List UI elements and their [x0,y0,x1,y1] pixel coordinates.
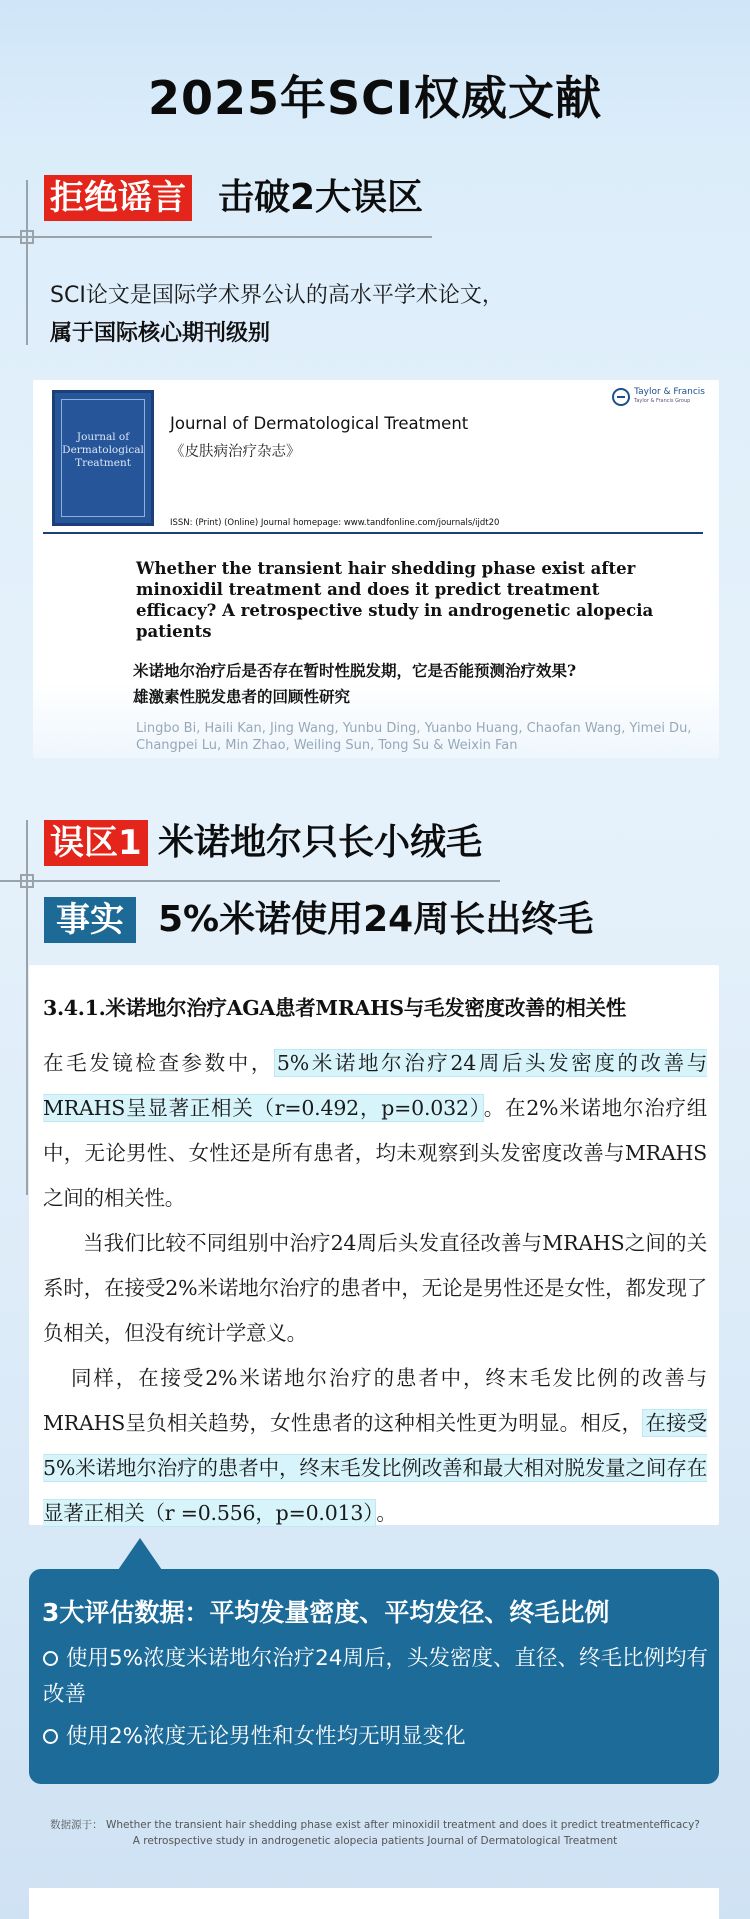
crosshair-square-1 [20,230,34,244]
article-excerpt [29,965,719,1525]
highlighted-finding: 在接受5%米诺地尔治疗的患者中，终末毛发比例改善和最大相对脱发量之间存在显著正相关（r =0.556，p=0.013） [43,1411,707,1525]
paragraph-text: 。在2%米诺地尔治疗组中，无论男性、女性还是所有患者，均未观察到头发密度改善与MRAHS之间的相关性。 [43,1096,708,1210]
crosshair-square-2 [20,874,34,888]
crosshair-vertical-line-1 [26,180,28,345]
intro-text: SCI论文是国际学术界公认的高水平学术论文， [50,283,504,308]
excerpt-paragraph-1 [43,1041,707,1221]
journal-name-cn: 《皮肤病治疗杂志》 [170,444,301,460]
paper-title-cn-line2: 雄激素性脱发患者的回顾性研究 [133,687,351,706]
paper-title-cn [133,658,693,710]
summary-item-text: 使用5%浓度米诺地尔治疗24周后，头发密度、直径、终毛比例均有改善 [43,1646,708,1707]
summary-box [29,1569,719,1784]
paper-screenshot [33,380,719,758]
circle-bullet-icon [43,1729,58,1744]
cover-title: Journal of Dermatological Treatment [62,431,144,469]
paragraph-text: 当我们比较不同组别中治疗24周后头发直径改善与MRAHS之间的关系时，在接受2%米诺地尔治疗的患者中，无论是男性还是女性，都发现了负相关，但没有统计学意义。 [43,1231,707,1345]
publisher-name: Taylor & Francis [634,387,705,397]
crosshair-horizontal-line-2 [0,880,500,882]
summary-item-text: 使用2%浓度无论男性和女性均无明显变化 [66,1724,466,1749]
circle-bullet-icon [43,1651,58,1666]
myth-tag: 误区1 [44,820,148,866]
callout-pointer [118,1538,162,1570]
publisher-logo-icon [612,388,630,406]
section-heading: 击破2大误区 [218,177,424,218]
myth-heading: 米诺地尔只长小绒毛 [158,822,483,863]
paragraph-text: 同样，在接受2%米诺地尔治疗的患者中，终末毛发比例的改善与MRAHS呈负相关趋势，女性患者的这种相关性更为明显。相反， [43,1366,707,1435]
journal-name: Journal of Dermatological Treatment [170,414,469,433]
summary-item-2 [43,1719,708,1755]
divider [43,532,703,534]
paper-authors: Lingbo Bi, Haili Kan, Jing Wang, Yunbu Ding, Yuanbo Huang, Chaofan Wang, Yimei Du, Changpei Lu, Min Zhao, Weiling Sun, Tong Su & Weixin Fan [136,721,692,753]
issn-line: ISSN: (Print) (Online) Journal homepage: www.tandfonline.com/journals/ijdt20 [170,518,500,528]
page-title: 2025年SCI权威文献 [147,71,603,125]
publisher-sub: Taylor & Francis Group [634,398,691,404]
source-citation [0,1817,750,1849]
summary-title: 3大评估数据：平均发量密度、平均发径、终毛比例 [42,1598,610,1627]
intro-emphasis: 属于国际核心期刊级别 [50,321,271,346]
source-line-1: 数据源于： Whether the transient hair shedding phase exist after minoxidil treatment and does it predict treatmentefficacy? [50,1819,700,1831]
journal-cover-image [52,390,154,526]
excerpt-paragraph-3 [43,1356,707,1536]
paper-title: Whether the transient hair shedding phase exist after minoxidil treatment and does it predict treatment efficacy? A retrospective study in androgenetic alopecia patients [136,559,654,641]
paragraph-text: 。 [376,1501,397,1525]
summary-item-1 [43,1641,708,1713]
fact-heading: 5%米诺使用24周长出终毛 [158,899,594,940]
source-line-2: A retrospective study in androgenetic alopecia patients Journal of Dermatological Treatment [132,1835,618,1847]
rumor-tag: 拒绝谣言 [44,175,192,221]
excerpt-paragraph-2 [43,1221,707,1356]
paragraph-text: 在毛发镜检查参数中， [43,1051,274,1075]
highlighted-finding: 5%米诺地尔治疗24周后头发密度的改善与MRAHS呈显著正相关（r=0.492，p=0.032） [43,1051,707,1120]
fact-tag: 事实 [44,897,136,943]
paper-title-cn-line1: 米诺地尔治疗后是否存在暂时性脱发期，它是否能预测治疗效果? [133,661,577,680]
excerpt-heading: 3.4.1.米诺地尔治疗AGA患者MRAHS与毛发密度改善的相关性 [43,996,626,1020]
publisher-logo [612,388,705,406]
next-card [29,1888,719,1919]
crosshair-horizontal-line-1 [0,236,432,238]
